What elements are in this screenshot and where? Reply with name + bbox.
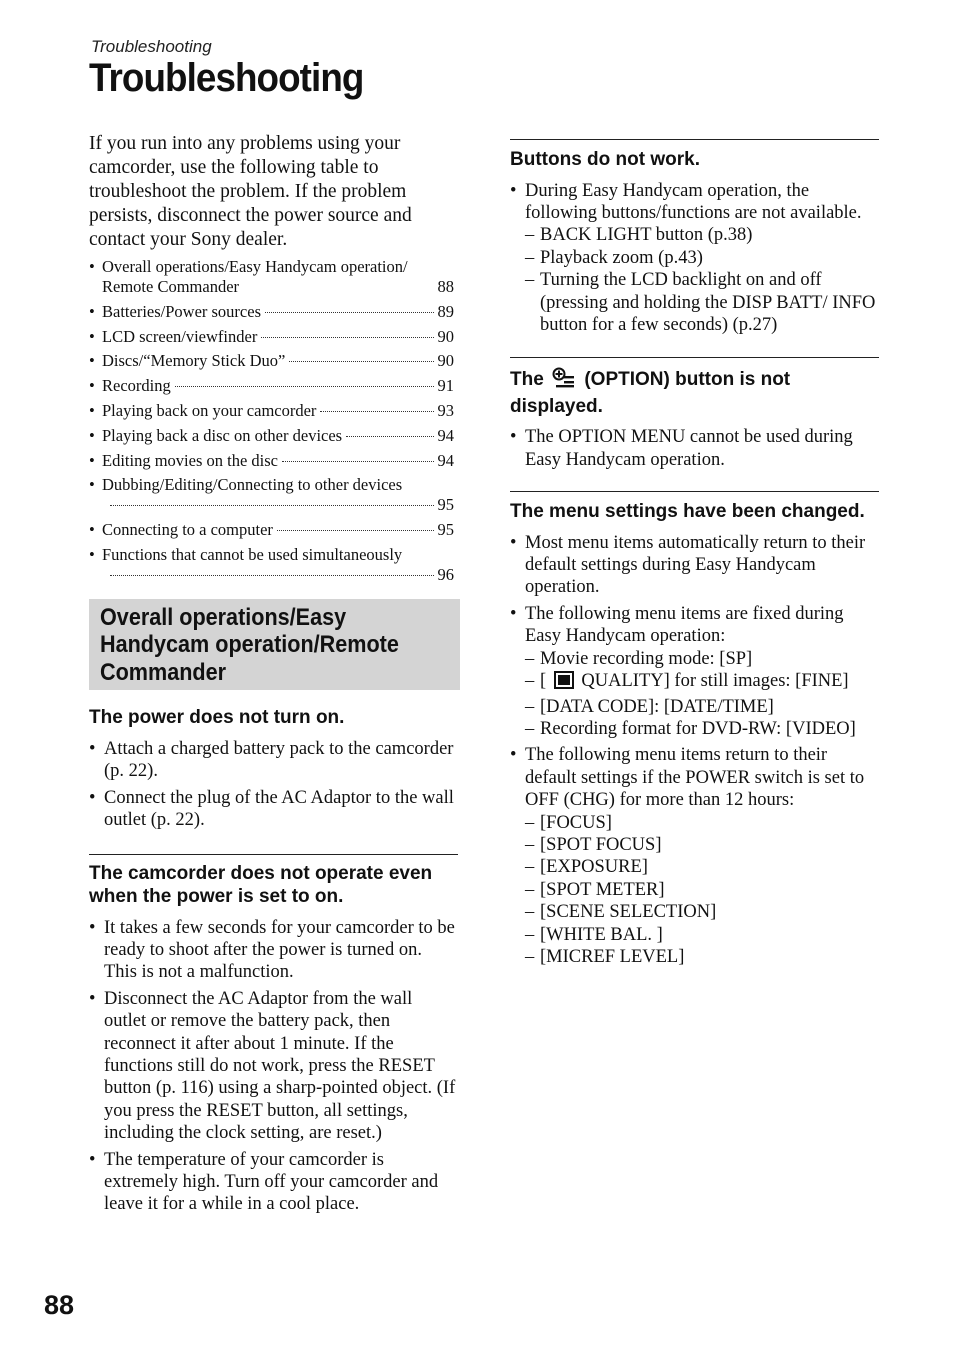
toc-item-label: • LCD screen/viewfinder xyxy=(102,326,258,346)
toc-list xyxy=(89,257,459,585)
toc-item-label: • Editing movies on the disc xyxy=(102,450,278,470)
toc-item-label: • Playing back a disc on other devices xyxy=(102,425,343,445)
right-column xyxy=(510,139,879,972)
toc-leader xyxy=(175,386,434,387)
no-operate-bullets xyxy=(89,917,459,1216)
toc-item-label: • Batteries/Power sources xyxy=(102,301,261,321)
page-title: Troubleshooting xyxy=(89,56,364,100)
toc-item[interactable] xyxy=(89,545,459,585)
toc-leader xyxy=(265,312,434,313)
toc-item-page: 94 xyxy=(437,425,454,445)
toc-leader xyxy=(277,530,434,531)
sub-item xyxy=(525,670,879,695)
intro-paragraph: If you run into any problems using your camcorder, use the following table to troubleshoot the problem. If the problem persists, disconnect the power source and contact your Sony dealer. xyxy=(89,133,412,250)
section-heading-box xyxy=(89,599,460,691)
toc-item-page: 91 xyxy=(437,376,454,396)
bullet-item: • It takes a few seconds for your camcorder to be ready to shoot after the power is turned on. This is not a malfunction. xyxy=(89,917,459,984)
topic-heading-buttons: Buttons do not work. xyxy=(510,149,700,170)
power-bullets xyxy=(89,738,459,832)
toc-item[interactable] xyxy=(89,327,459,347)
topic-divider xyxy=(510,139,879,140)
option-menu-icon xyxy=(552,366,576,395)
bullet-text: During Easy Handycam operation, the following buttons/functions are not available. xyxy=(525,180,862,223)
topic-divider xyxy=(510,491,879,492)
menu-bullets xyxy=(510,532,879,969)
toc-item[interactable] xyxy=(89,426,459,446)
bullet-item xyxy=(510,603,879,740)
bullet-text: The following menu items are fixed during Easy Handycam operation: xyxy=(525,603,844,647)
sub-item: – BACK LIGHT button (p.38) xyxy=(525,224,879,246)
toc-item-label: • Discs/“Memory Stick Duo” xyxy=(102,351,286,371)
toc-leader xyxy=(289,361,433,362)
bullet-item xyxy=(510,744,879,968)
toc-item[interactable] xyxy=(89,451,459,471)
toc-leader xyxy=(282,461,434,462)
bullet-item: • Disconnect the AC Adaptor from the wall outlet or remove the battery pack, then reconnect it after about 1 minute. If the functions still do not work, press the RESET button (p. 116) using a sharp-pointed object. (If you press the RESET button, all settings, including the clock setting, are reset.) xyxy=(89,988,459,1145)
sub-item: – [SPOT FOCUS] xyxy=(525,834,879,856)
buttons-bullets xyxy=(510,180,879,337)
unavailable-list xyxy=(525,224,879,336)
reset-items-list xyxy=(525,812,879,969)
bullet-item: • Connect the plug of the AC Adaptor to the wall outlet (p. 22). xyxy=(89,787,459,832)
sub-item: – [DATA CODE]: [DATE/TIME] xyxy=(525,696,879,718)
toc-item[interactable] xyxy=(89,302,459,322)
toc-item-page: 95 xyxy=(437,520,454,540)
fixed-items-list xyxy=(525,648,879,741)
sub-item-pre: [ xyxy=(540,671,547,692)
toc-leader xyxy=(110,505,434,506)
toc-item-page: 90 xyxy=(437,351,454,371)
topic-divider xyxy=(510,357,879,358)
toc-leader xyxy=(346,436,433,437)
toc-item-page: 93 xyxy=(437,400,454,420)
sub-item: – Movie recording mode: [SP] xyxy=(525,648,879,670)
toc-leader xyxy=(261,337,433,338)
topic-heading-power: The power does not turn on. xyxy=(89,707,345,729)
toc-item-page: 95 xyxy=(437,495,454,515)
toc-item-page: 90 xyxy=(437,326,454,346)
sub-item-post: QUALITY] for still images: [FINE] xyxy=(581,671,849,692)
topic-heading-option xyxy=(510,366,879,418)
toc-item[interactable] xyxy=(89,475,459,515)
heading-pre: The xyxy=(510,369,544,391)
toc-item-page: 96 xyxy=(437,564,454,584)
topic-divider xyxy=(89,854,458,855)
sub-item: – [SCENE SELECTION] xyxy=(525,901,879,923)
sub-item: – Recording format for DVD-RW: [VIDEO] xyxy=(525,718,879,740)
toc-item[interactable] xyxy=(89,351,459,371)
sub-item: – [EXPOSURE] xyxy=(525,856,879,878)
sub-item: – Playback zoom (p.43) xyxy=(525,247,879,269)
toc-leader xyxy=(320,411,433,412)
toc-item-page: 88 xyxy=(437,277,454,296)
sub-item: – [MICREF LEVEL] xyxy=(525,946,879,968)
toc-item-label: • Recording xyxy=(102,376,171,396)
toc-item-page: 89 xyxy=(437,301,454,321)
bullet-item xyxy=(510,180,879,337)
bullet-item: • The temperature of your camcorder is extremely high. Turn off your camcorder and leave it for a while in a cool place. xyxy=(89,1149,459,1216)
page-number: 88 xyxy=(44,1290,75,1320)
toc-item[interactable] xyxy=(89,257,459,297)
topic-heading-no-operate: The camcorder does not operate even when the power is set to on. xyxy=(89,862,433,908)
bullet-item: • The OPTION MENU cannot be used during Easy Handycam operation. xyxy=(510,426,879,471)
sub-item: – [SPOT METER] xyxy=(525,879,879,901)
sub-item: – Turning the LCD backlight on and off (pressing and holding the DISP BATT/ INFO button for a few seconds) (p.27) xyxy=(525,269,879,336)
topic-heading-menu: The menu settings have been changed. xyxy=(510,501,865,523)
sub-item: – [WHITE BAL. ] xyxy=(525,924,879,946)
section-heading: Overall operations/Easy Handycam operation/Remote Commander xyxy=(100,603,399,686)
toc-item-label: Remote Commander xyxy=(102,277,240,296)
left-column xyxy=(89,130,459,1220)
toc-item-label: • Connecting to a computer xyxy=(102,520,273,540)
toc-item[interactable] xyxy=(89,520,459,540)
bullet-item: • Most menu items automatically return to their default settings during Easy Handycam operation. xyxy=(510,532,879,599)
option-bullets xyxy=(510,426,879,471)
toc-leader xyxy=(110,575,434,576)
toc-item-line1: • Dubbing/Editing/Connecting to other devices xyxy=(102,475,403,495)
toc-item[interactable] xyxy=(89,376,459,396)
sub-item: – [FOCUS] xyxy=(525,812,879,834)
heading-post: (OPTION) button is not displayed. xyxy=(510,369,791,417)
toc-item[interactable] xyxy=(89,401,459,421)
toc-item-label: • Playing back on your camcorder xyxy=(102,400,317,420)
bullet-text: The following menu items return to their default settings if the POWER switch is set to OFF (CHG) for more than 12 hours: xyxy=(525,745,865,811)
still-image-quality-icon xyxy=(554,671,574,695)
running-head: Troubleshooting xyxy=(91,37,212,56)
toc-item-line1: • Functions that cannot be used simultaneously xyxy=(102,544,403,564)
toc-item-line1: • Overall operations/Easy Handycam operation/ xyxy=(102,257,408,276)
bullet-item: • Attach a charged battery pack to the camcorder (p. 22). xyxy=(89,738,459,783)
toc-item-page: 94 xyxy=(437,450,454,470)
